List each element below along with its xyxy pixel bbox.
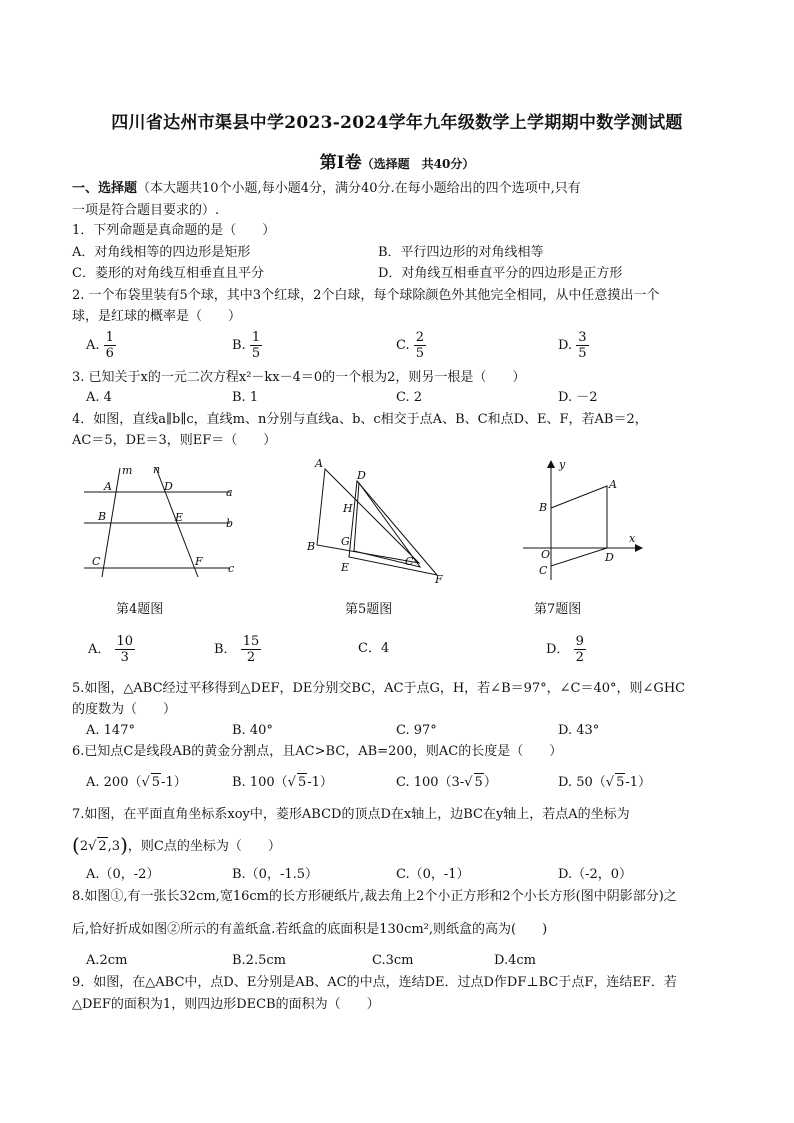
- y-axis-arrow: [547, 460, 555, 468]
- fraction: $\frac{2}{5}$: [415, 330, 425, 361]
- q2-option-d: D. $\frac{3}{5}$: [558, 330, 587, 361]
- q3-option-d: D. －2: [558, 390, 598, 405]
- svg-text:O: O: [541, 548, 551, 561]
- q5-stem-line2: 的度数为（ ）: [72, 702, 177, 717]
- svg-text:C: C: [539, 564, 548, 577]
- q8-option-d: D.4cm: [494, 953, 536, 968]
- svg-text:B: B: [539, 501, 548, 514]
- q5-option-b: B. 40°: [232, 723, 273, 738]
- fraction: $\frac{3}{5}$: [578, 330, 587, 361]
- svg-text:F: F: [435, 573, 443, 585]
- q4-option-b: B． $\frac{15}{2}$: [214, 634, 260, 665]
- fraction: $\frac{15}{2}$: [242, 634, 260, 665]
- triangle-abc: [317, 469, 419, 563]
- svg-text:D: D: [164, 480, 173, 493]
- q5-option-d: D. 43°: [558, 723, 600, 738]
- q3-stem: 3. 已知关于x的一元二次方程x²－kx－4＝0的一个根为2，则另一根是（ ）: [72, 370, 526, 385]
- svg-text:A: A: [104, 480, 112, 493]
- svg-text:x: x: [629, 532, 636, 545]
- svg-text:y: y: [559, 458, 566, 471]
- q6-option-d: D. 50（√ 5-1）: [558, 775, 652, 790]
- page-title: 四川省达州市渠县中学2023-2024学年九年级数学上学期期中数学测试题: [111, 113, 683, 133]
- svg-text:F: F: [195, 555, 203, 568]
- q8-stem-line2: 后,恰好折成如图②所示的有盖纸盒.若纸盒的底面积是130cm²,则纸盒的高为( ): [72, 922, 548, 937]
- q7-option-c: C.（0，-1）: [396, 867, 470, 882]
- figure-q4: [80, 460, 250, 580]
- figure-q4-caption: 第4题图: [116, 602, 164, 617]
- q7-stem-line1: 7.如图，在平面直角坐标系xoy中，菱形ABCD的顶点D在x轴上，边BC在y轴上，若点A的坐标为: [72, 807, 630, 822]
- svg-text:C: C: [92, 555, 101, 568]
- figure-q7-caption: 第7题图: [534, 602, 582, 617]
- q2-stem-line1: 2. 一个布袋里装有5个球，其中3个红球，2个白球，每个球除颜色外其他完全相同，从中任意摸出一个: [72, 288, 660, 303]
- q5-stem-line1: 5.如图，△ABC经过平移得到△DEF，DE分别交BC，AC于点G，H，若∠B＝97°，∠C＝40°，则∠GHC: [72, 681, 686, 696]
- q4-option-a: A． $\frac{10}{3}$: [88, 634, 134, 665]
- section-heading: [0, 148, 794, 173]
- q2-option-a: A. $\frac{1}{6}$: [86, 330, 114, 361]
- svg-text:B: B: [307, 540, 316, 553]
- q1-option-b: B．平行四边形的对角线相等: [378, 245, 544, 260]
- q6-option-c: C. 100（3-√ 5）: [396, 775, 497, 790]
- q5-option-a: A. 147°: [86, 723, 135, 738]
- q3-option-c: C. 2: [396, 390, 423, 405]
- q7-option-a: A.（0，-2）: [86, 867, 160, 882]
- q3-option-a: A. 4: [86, 390, 112, 405]
- svg-text:A: A: [609, 478, 617, 491]
- part1-desc-line1: （本大题共10个小题,每小题4分，满分40分.在每小题给出的四个选项中,只有: [137, 181, 581, 196]
- svg-text:E: E: [341, 561, 350, 574]
- figure-q5-caption: 第5题图: [345, 602, 393, 617]
- q1-option-d: D．对角线互相垂直平分的四边形是正方形: [378, 266, 623, 281]
- svg-text:n: n: [153, 463, 161, 476]
- q2-stem-line2: 球，是红球的概率是（ ）: [72, 309, 242, 324]
- q7-option-b: B.（0，-1.5）: [232, 867, 319, 882]
- fraction: $\frac{1}{5}$: [251, 330, 261, 361]
- part1-instructions: [72, 180, 581, 198]
- q8-option-b: B.2.5cm: [232, 953, 286, 968]
- q3-option-b: B. 1: [232, 390, 259, 405]
- q8-option-a: A.2cm: [86, 953, 128, 968]
- q6-option-a: A. 200（√ 5-1）: [86, 775, 187, 790]
- svg-text:C: C: [405, 555, 414, 568]
- q4-stem-line1: 4．如图，直线a∥b∥c，直线m、n分别与直线a、b、c相交于点A、B、C和点D、E、F，若AB＝2，: [72, 412, 648, 427]
- svg-text:G: G: [341, 535, 350, 548]
- svg-text:b: b: [226, 517, 234, 530]
- q4-option-d: D． $\frac{9}{2}$: [546, 634, 584, 665]
- x-axis-arrow: [635, 544, 643, 552]
- svg-text:B: B: [98, 510, 107, 523]
- q4-option-c: C．4: [358, 641, 390, 656]
- q6-stem: 6.已知点C是线段AB的黄金分割点，且AC>BC，AB=200，则AC的长度是（ ）: [72, 744, 563, 759]
- q2-option-b: B. $\frac{1}{5}$: [232, 330, 261, 361]
- svg-text:D: D: [605, 551, 614, 564]
- q1-option-c: C．菱形的对角线互相垂直且平分: [72, 266, 264, 281]
- section-note: （选择题 共40分）: [361, 157, 475, 171]
- svg-text:a: a: [226, 486, 233, 499]
- q6-option-b: B. 100（√ 5-1）: [232, 775, 333, 790]
- svg-text:c: c: [228, 562, 235, 575]
- fraction: $\frac{10}{3}$: [116, 634, 134, 665]
- part1-desc-line2: 一项是符合题目要求的）.: [72, 203, 220, 218]
- q1-option-a: A．对角线相等的四边形是矩形: [72, 245, 251, 260]
- svg-text:H: H: [343, 502, 353, 515]
- q7-option-d: D.（-2，0）: [558, 867, 633, 882]
- part1-heading: 一、选择题: [72, 181, 138, 196]
- q2-option-c: C. $\frac{2}{5}$: [396, 330, 425, 361]
- q1-stem: 1．下列命题是真命题的是（ ）: [72, 223, 276, 238]
- section-main: 第Ⅰ卷: [319, 153, 362, 173]
- rhombus-abcd: [551, 486, 607, 566]
- svg-text:D: D: [357, 469, 366, 482]
- q4-stem-line2: AC＝5，DE＝3，则EF＝（ ）: [72, 433, 277, 448]
- q8-stem-line1: 8.如图①,有一张长32cm,宽16cm的长方形硬纸片,裁去角上2个小正方形和2个小长方形(图中阴影部分)之: [72, 889, 677, 904]
- svg-text:A: A: [315, 457, 323, 470]
- fraction: $\frac{9}{2}$: [575, 634, 584, 665]
- q7-stem-line2: (2√ 2,3)，则C点的坐标为（ ）: [72, 833, 281, 857]
- svg-text:m: m: [122, 464, 133, 477]
- figure-q7: [515, 458, 645, 586]
- q5-option-c: C. 97°: [396, 723, 437, 738]
- q9-stem-line2: △DEF的面积为1，则四边形DECB的面积为（ ）: [72, 997, 380, 1012]
- fraction: $\frac{1}{6}$: [105, 330, 114, 361]
- svg-text:E: E: [175, 511, 184, 524]
- q9-stem-line1: 9．如图，在△ABC中，点D、E分别是AB、AC的中点，连结DE．过点D作DF⊥BC于点F，连结EF．若: [72, 975, 677, 990]
- q8-option-c: C.3cm: [372, 953, 414, 968]
- figure-q5: [305, 455, 455, 585]
